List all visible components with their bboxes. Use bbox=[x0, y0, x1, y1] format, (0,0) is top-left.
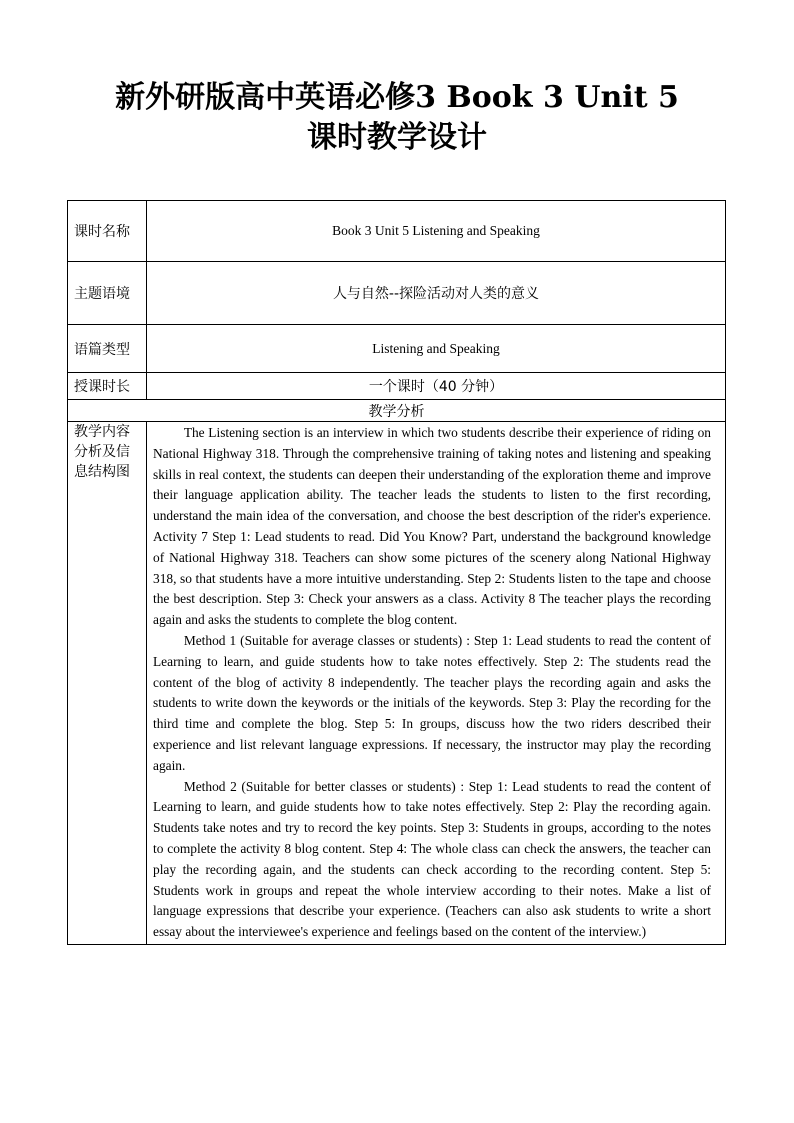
table-row-analysis bbox=[68, 422, 726, 945]
table-row-discourse-type bbox=[68, 325, 726, 373]
table-row-theme-context bbox=[68, 262, 726, 325]
table-row-lesson-name bbox=[68, 201, 726, 262]
row-label-theme-context: 主题语境 bbox=[68, 262, 147, 325]
row-label-duration: 授课时长 bbox=[68, 373, 147, 400]
analysis-paragraph-2: Method 1 (Suitable for average classes or students) : Step 1: Lead students to read the content of Learning to learn, and guide students how to take notes effectively. Step 2: The students read the content of the blog of activity 8 independently. The teacher plays the recording again and asks the students to write down the keywords or the initials of the keywords. Step 3: Play the recording for the third time and complete the blog. Step 5: In groups, discuss how the two riders described their experience and list relevant language expressions. If necessary, the instructor may play the recording again. bbox=[153, 632, 711, 773]
row-value-theme-context: 人与自然--探险活动对人类的意义 bbox=[147, 262, 726, 325]
lesson-plan-table bbox=[67, 200, 726, 945]
document-title-line-1: 新外研版高中英语必修3 Book 3 Unit 5 bbox=[115, 80, 679, 115]
row-label-discourse-type: 语篇类型 bbox=[68, 325, 147, 373]
section-heading-teaching-analysis: 教学分析 bbox=[68, 400, 726, 422]
table-row-section-heading bbox=[68, 400, 726, 422]
row-value-lesson-name: Book 3 Unit 5 Listening and Speaking bbox=[147, 201, 726, 262]
document-title-line-2: 课时教学设计 bbox=[307, 120, 487, 155]
analysis-paragraph-3: Method 2 (Suitable for better classes or students) : Step 1: Lead students to read the content of Learning to learn, and guide students how to take notes effectively. Step 2: Play the recording again. Students take notes and try to record the key points. Step 3: Students in groups, according to the notes to complete the activity 8 blog content. Step 4: The whole class can check the answers, the teacher can play the recording again, and the students can check according to the recording content. Step 5: Students work in groups and repeat the whole interview according to their notes. Make a list of language expressions that describe your experience. (Teachers can also ask students to write a short essay about the interviewee's experience and feelings based on the content of the interview.) bbox=[153, 778, 711, 940]
row-value-duration: 一个课时（40 分钟） bbox=[147, 373, 726, 400]
row-label-analysis: 教学内容分析及信息结构图 bbox=[68, 422, 147, 945]
table-row-duration bbox=[68, 373, 726, 400]
row-value-discourse-type: Listening and Speaking bbox=[147, 325, 726, 373]
analysis-content bbox=[147, 422, 726, 945]
row-label-lesson-name: 课时名称 bbox=[68, 201, 147, 262]
analysis-paragraph-1: The Listening section is an interview in which two students describe their experience of riding on National Highway 318. Through the comprehensive training of taking notes and listening and speaking skills in real context, the students can deepen their understanding of the exploration theme and improve their language application ability. The teacher leads the students to listen to the first recording, understand the main idea of the conversation, and choose the best description of the rider's experience. Activity 7 Step 1: Lead students to read. Did You Know? Part, understand the background knowledge of National Highway 318. Teachers can show some pictures of the scenery along National Highway 318, so that students have a more intuitive understanding. Step 2: Students listen to the tape and choose the best description. Step 3: Check your answers as a class. Activity 8 The teacher plays the recording again and asks the students to complete the blog content. bbox=[153, 425, 711, 628]
